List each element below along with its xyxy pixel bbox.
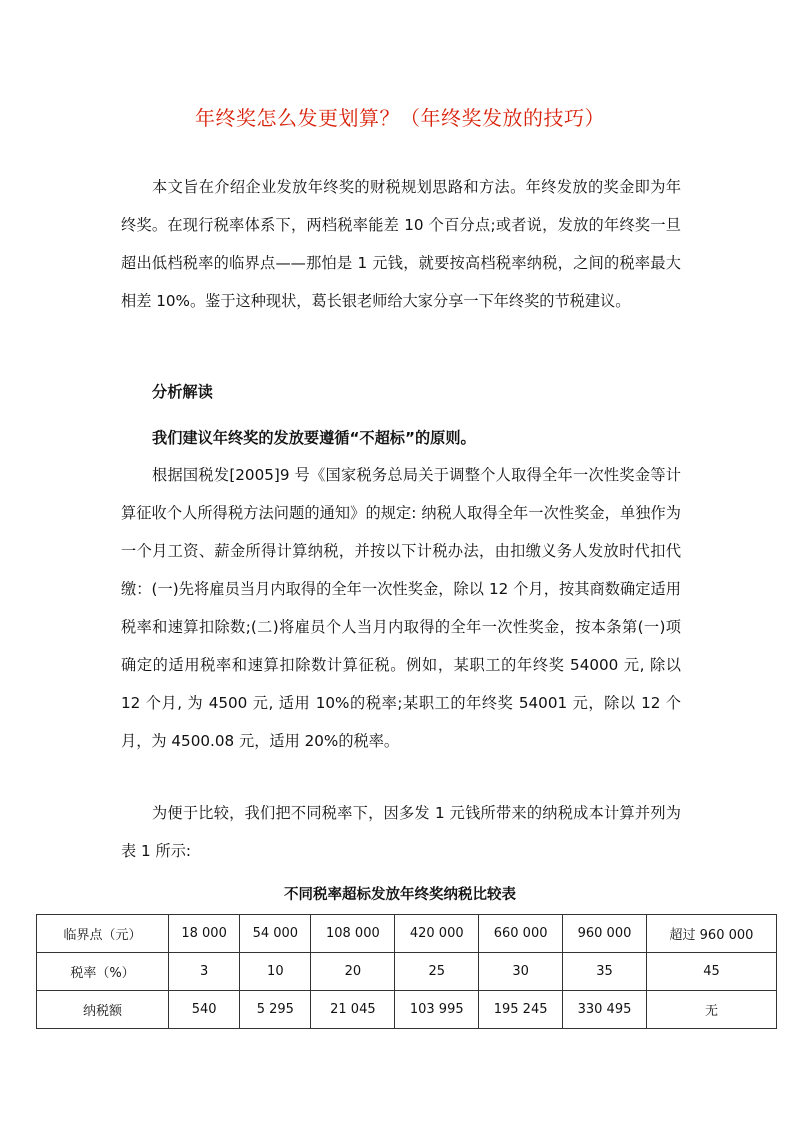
table-cell: 20 — [311, 953, 395, 991]
table-caption: 不同税率超标发放年终奖纳税比较表 — [284, 887, 516, 903]
table-cell: 195 245 — [479, 991, 563, 1029]
compare-paragraph: 为便于比较，我们把不同税率下，因多发 1 元钱所带来的纳税成本计算并列为表 1 所示: — [121, 804, 681, 860]
document-title: 年终奖怎么发更划算？（年终奖发放的技巧） — [195, 106, 605, 130]
tax-comparison-table — [36, 914, 777, 1029]
table-cell: 21 045 — [311, 991, 395, 1029]
table-row — [37, 915, 777, 953]
table-cell: 10 — [240, 953, 311, 991]
table-cell: 420 000 — [395, 915, 479, 953]
table-cell: 330 495 — [563, 991, 647, 1029]
table-cell: 103 995 — [395, 991, 479, 1029]
row-label: 税率（%） — [37, 953, 169, 991]
table-row — [37, 953, 777, 991]
analysis-heading: 分析解读 — [152, 383, 213, 401]
table-cell: 25 — [395, 953, 479, 991]
table-cell: 无 — [646, 991, 776, 1029]
table-cell: 540 — [169, 991, 240, 1029]
row-label: 临界点（元） — [37, 915, 169, 953]
table-row — [37, 991, 777, 1029]
table-cell: 30 — [479, 953, 563, 991]
table-cell: 18 000 — [169, 915, 240, 953]
table-cell: 5 295 — [240, 991, 311, 1029]
table-cell: 超过 960 000 — [646, 915, 776, 953]
table-cell: 108 000 — [311, 915, 395, 953]
table-cell: 3 — [169, 953, 240, 991]
intro-paragraph: 本文旨在介绍企业发放年终奖的财税规划思路和方法。年终发放的奖金即为年终奖。在现行税率体系下，两档税率能差 10 个百分点;或者说，发放的年终奖一旦超出低档税率的临界点——那怕是 1 元钱，就要按高档税率纳税，之间的税率最大相差 10%。鉴于这种现状，葛长银老师给大家分享一下年终奖的节税建议。 — [121, 178, 681, 310]
table-cell: 660 000 — [479, 915, 563, 953]
table-cell: 960 000 — [563, 915, 647, 953]
principle-heading: 我们建议年终奖的发放要遵循“不超标”的原则。 — [152, 429, 476, 447]
table-cell: 54 000 — [240, 915, 311, 953]
table-cell: 35 — [563, 953, 647, 991]
regulation-paragraph: 根据国税发[2005]9 号《国家税务总局关于调整个人取得全年一次性奖金等计算征收个人所得税方法问题的通知》的规定: 纳税人取得全年一次性奖金，单独作为一个月工资、薪金所得计算纳税，并按以下计税办法，由扣缴义务人发放时代扣代缴：(一)先将雇员当月内取得的全年一次性奖金，除以 12 个月，按其商数确定适用税率和速算扣除数;(二)将雇员个人当月内取得的全年一次性奖金，按本条第(一)项确定的适用税率和速算扣除数计算征税。例如，某职工的年终奖 54000 元, 除以 12 个月, 为 4500 元, 适用 10%的税率;某职工的年终奖 54001 元，除以 12 个月，为 4500.08 元，适用 20%的税率。 — [121, 466, 681, 750]
table-cell: 45 — [646, 953, 776, 991]
row-label: 纳税额 — [37, 991, 169, 1029]
